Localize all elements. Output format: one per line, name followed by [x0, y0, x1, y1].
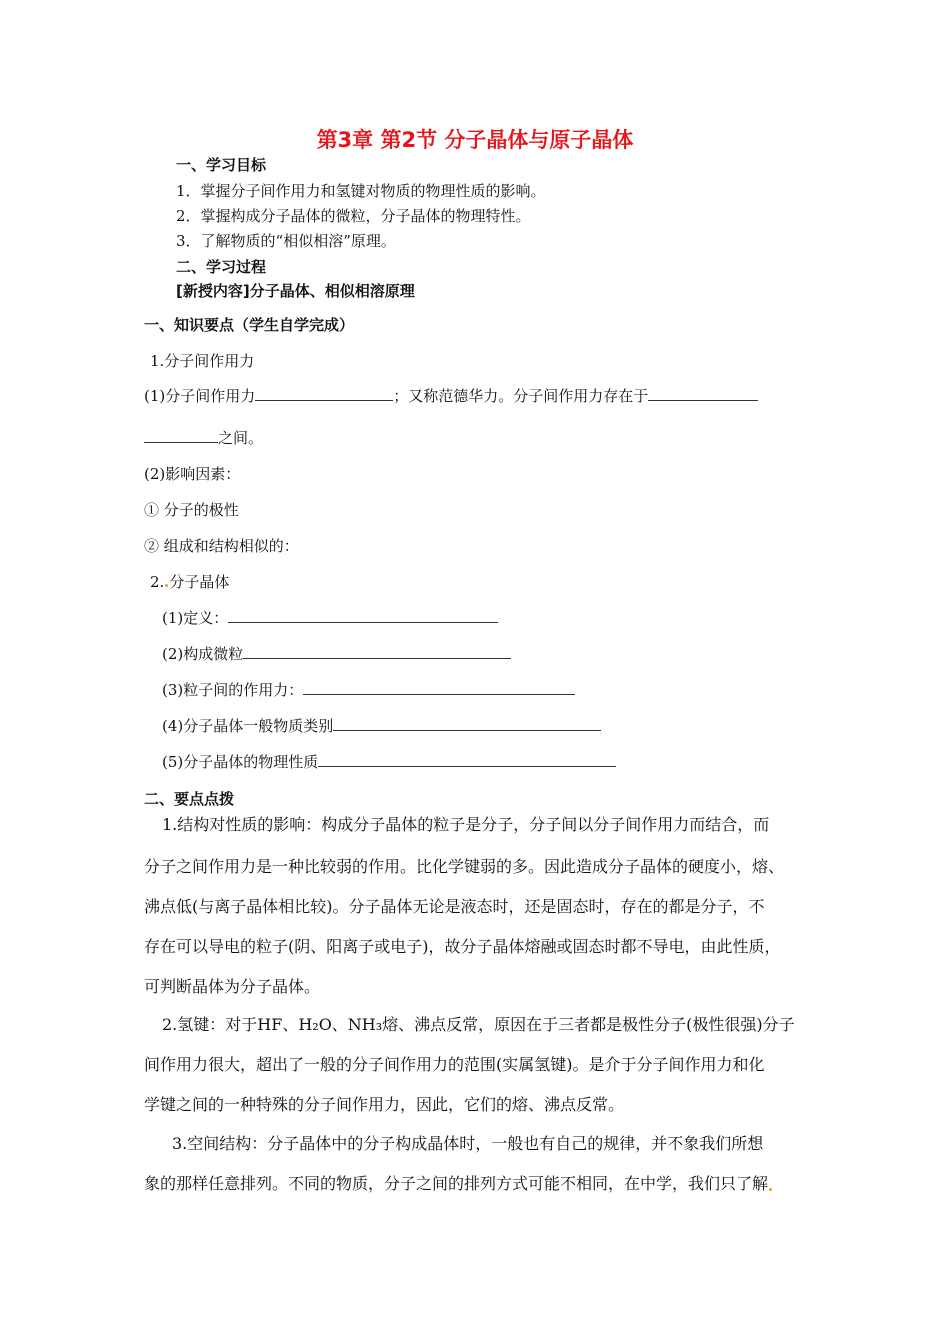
field-categories [162, 715, 601, 736]
paragraph-line: 存在可以导电的粒子(阴、阳离子或电子)，故分子晶体熔融或固态时都不导电，由此性质， [144, 937, 781, 956]
fill-label: (1)分子间作用力 [144, 387, 256, 405]
mark-icon [165, 584, 168, 587]
mark-icon [769, 1188, 772, 1191]
field-label: (2)构成微粒 [162, 645, 244, 663]
paragraph-text: 象的那样任意排列。不同的物质，分子之间的排列方式可能不相同，在中学，我们只了解 [144, 1174, 769, 1193]
blank-field[interactable] [255, 386, 393, 401]
field-forces [162, 679, 575, 700]
blank-field[interactable] [318, 752, 616, 767]
fill-label: ；又称范德华力。分子间作用力存在于 [393, 387, 649, 405]
field-label: (1)定义： [162, 609, 229, 627]
field-properties [162, 751, 616, 772]
blank-field[interactable] [144, 428, 218, 443]
section-heading-objectives: 一、学习目标 [176, 156, 267, 174]
blank-field[interactable] [648, 386, 758, 401]
knowledge-heading: 一、知识要点（学生自学完成） [144, 316, 355, 334]
paragraph-line: 间作用力很大，超出了一般的分子间作用力的范围(实属氢键)。是介于分子间作用力和化 [144, 1055, 765, 1074]
knowledge-item-2 [150, 571, 229, 592]
item-label: 分子晶体 [169, 573, 230, 591]
knowledge-text: ② 组成和结构相似的： [144, 537, 299, 555]
objective-item: 3．了解物质的“相似相溶”原理。 [176, 232, 396, 250]
objective-item: 1．掌握分子间作用力和氢键对物质的物理性质的影响。 [176, 182, 546, 200]
field-label: (4)分子晶体一般物质类别 [162, 717, 334, 735]
points-heading: 二、要点点拨 [144, 790, 235, 808]
fill-line-1-cont [144, 427, 263, 448]
fill-line-1 [144, 385, 758, 406]
section-heading-process: 二、学习过程 [176, 258, 267, 276]
paragraph-line: 2.氢键：对于HF、H₂O、NH₃熔、沸点反常，原因在于三者都是极性分子(极性很强)分子 [162, 1015, 795, 1034]
field-label: (3)粒子间的作用力： [162, 681, 304, 699]
paragraph-line: 学键之间的一种特殊的分子间作用力，因此，它们的熔、沸点反常。 [144, 1095, 625, 1114]
field-label: (5)分子晶体的物理性质 [162, 753, 319, 771]
paragraph-line: 1.结构对性质的影响：构成分子晶体的粒子是分子，分子间以分子间作用力而结合，而 [162, 815, 770, 834]
blank-field[interactable] [333, 716, 601, 731]
objective-item: 2．掌握构成分子晶体的微粒，分子晶体的物理特性。 [176, 207, 531, 225]
blank-field[interactable] [303, 680, 575, 695]
field-particles [162, 643, 511, 664]
subsection-heading: [新授内容]分子晶体、相似相溶原理 [176, 282, 415, 300]
knowledge-item-1: 1.分子间作用力 [150, 352, 255, 370]
paragraph-line-last [144, 1171, 773, 1194]
paragraph-line: 沸点低(与离子晶体相比较)。分子晶体无论是液态时，还是固态时，存在的都是分子，不 [144, 897, 765, 916]
paragraph-line: 可判断晶体为分子晶体。 [144, 977, 321, 996]
blank-field[interactable] [243, 644, 511, 659]
page-title: 第3章 第2节 分子晶体与原子晶体 [316, 128, 634, 152]
paragraph-line: 3.空间结构：分子晶体中的分子构成晶体时，一般也有自己的规律，并不象我们所想 [172, 1134, 764, 1153]
field-definition [162, 607, 498, 628]
knowledge-text: (2)影响因素： [144, 465, 241, 483]
paragraph-line: 分子之间作用力是一种比较弱的作用。比化学键弱的多。因此造成分子晶体的硬度小，熔、 [144, 857, 785, 876]
fill-label: 之间。 [218, 429, 264, 447]
item-number: 2. [150, 573, 165, 591]
knowledge-text: ① 分子的极性 [144, 501, 239, 519]
blank-field[interactable] [228, 608, 498, 623]
